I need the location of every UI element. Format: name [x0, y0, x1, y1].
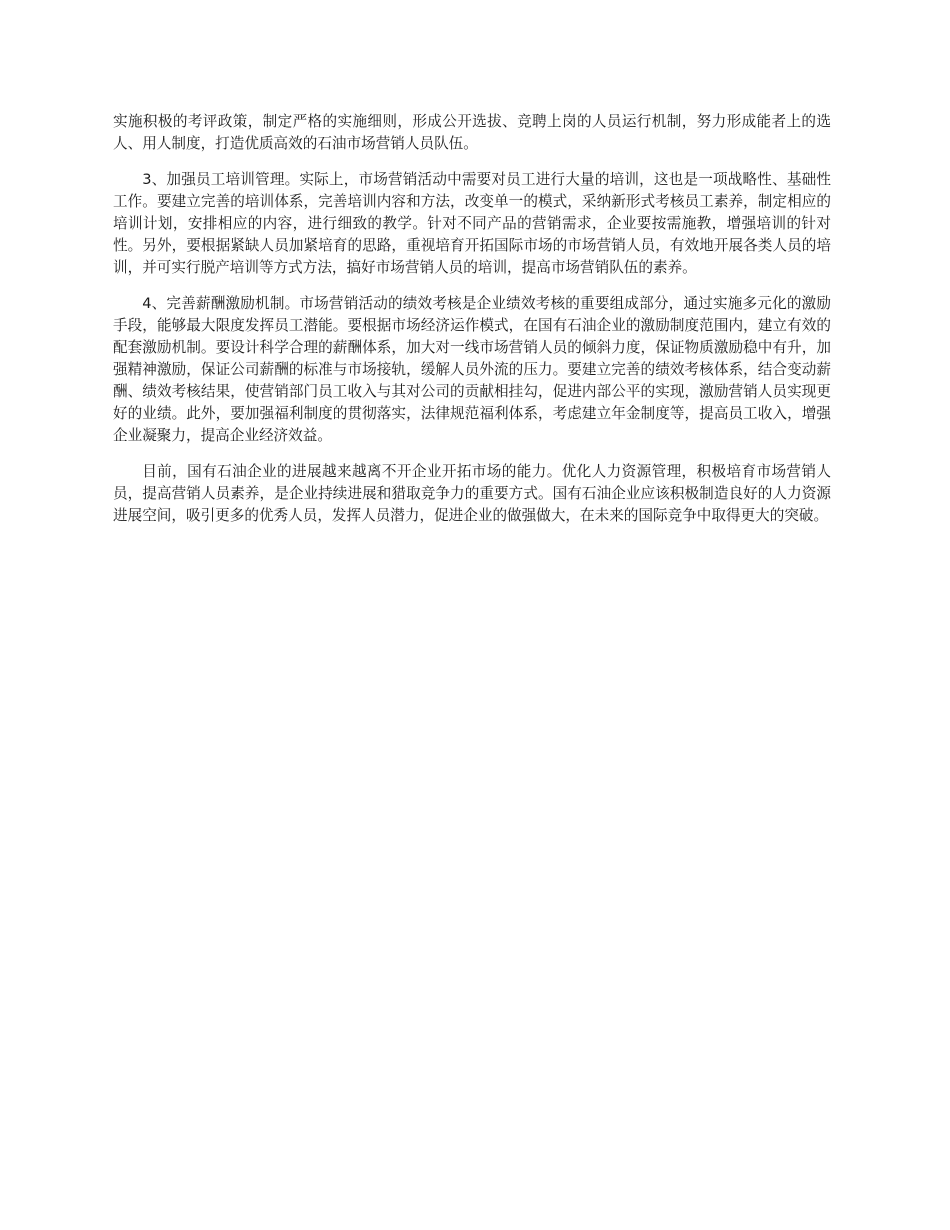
- paragraph-continuation: 实施积极的考评政策，制定严格的实施细则，形成公开选拔、竞聘上岗的人员运行机制，努力形成能者上的选人、用人制度，打造优质高效的石油市场营销人员队伍。: [113, 113, 831, 152]
- paragraph-compensation-incentives: 4、完善薪酬激励机制。市场营销活动的绩效考核是企业绩效考核的重要组成部分，通过实施多元化的激励手段，能够最大限度发挥员工潜能。要根据市场经济运作模式，在国有石油企业的激励制度范围内，建立有效的配套激励机制。要设计科学合理的薪酬体系，加大对一线市场营销人员的倾斜力度，保证物质激励稳中有升，加强精神激励，保证公司薪酬的标准与市场接轨，缓解人员外流的压力。要建立完善的绩效考核体系，结合变动薪酬、绩效考核结果，使营销部门员工收入与其对公司的贡献相挂勾，促进内部公平的实现，激励营销人员实现更好的业绩。此外，要加强福利制度的贯彻落实，法律规范福利体系，考虑建立年金制度等，提高员工收入，增强企业凝聚力，提高企业经济效益。: [113, 295, 831, 444]
- paragraph-training-management: 3、加强员工培训管理。实际上，市场营销活动中需要对员工进行大量的培训，这也是一项战略性、基础性工作。要建立完善的培训体系，完善培训内容和方法，改变单一的模式，采纳新形式考核员工素养，制定相应的培训计划，安排相应的内容，进行细致的教学。针对不同产品的营销需求，企业要按需施教，增强培训的针对性。另外，要根据紧缺人员加紧培育的思路，重视培育开拓国际市场的市场营销人员，有效地开展各类人员的培训，并可实行脱产培训等方式方法，搞好市场营销人员的培训，提高市场营销队伍的素养。: [113, 171, 831, 276]
- document-body: [113, 111, 831, 541]
- paragraph-conclusion: 目前，国有石油企业的进展越来越离不开企业开拓市场的能力。优化人力资源管理，积极培育市场营销人员，提高营销人员素养，是企业持续进展和猎取竞争力的重要方式。国有石油企业应该积极制造良好的人力资源进展空间，吸引更多的优秀人员，发挥人员潜力，促进企业的做强做大，在未来的国际竞争中取得更大的突破。: [113, 463, 831, 524]
